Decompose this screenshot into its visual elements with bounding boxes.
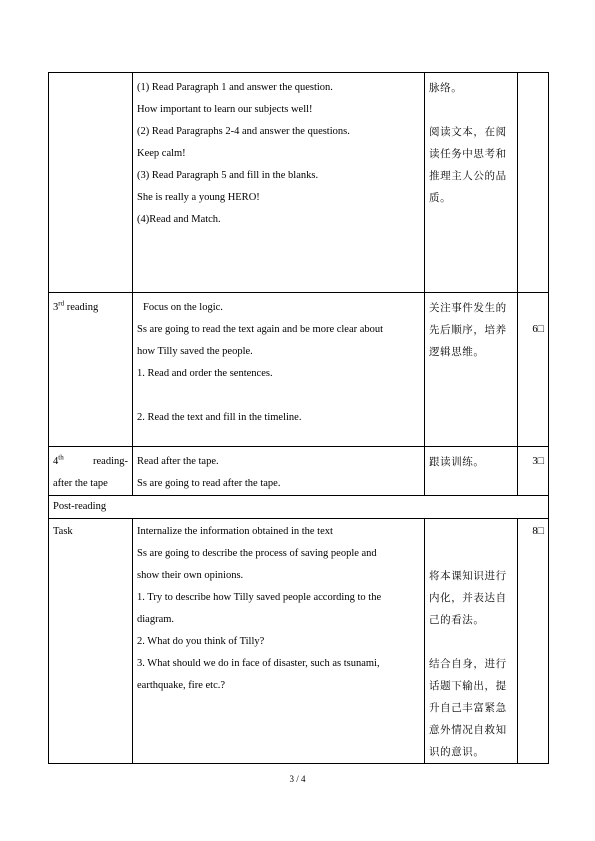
- purpose-line: 意外情况自救知: [429, 724, 507, 736]
- purpose-cell: [425, 519, 518, 764]
- activity-line: Keep calm!: [137, 148, 186, 159]
- purpose-line: 结合自身，进行: [429, 658, 507, 670]
- purpose-line: 将本课知识进行: [429, 570, 507, 582]
- purpose-line: 逻辑思维。: [429, 346, 485, 358]
- step-cell: [49, 73, 133, 293]
- time-cell: [518, 519, 549, 764]
- purpose-line: 先后顺序，培养: [429, 324, 507, 336]
- activity-line: Ss are going to read the text again and be more clear about: [137, 324, 384, 335]
- activity-line: (4)Read and Match.: [137, 214, 221, 225]
- step-cell: [49, 519, 133, 764]
- purpose-line: 升自己丰富紧急: [429, 702, 507, 714]
- page-number: 3 / 4: [289, 774, 306, 784]
- activity-line: earthquake, fire etc.?: [137, 680, 226, 691]
- time-cell: [518, 73, 549, 293]
- time-value: 3□: [532, 456, 544, 467]
- activity-line: 2. Read the text and fill in the timeline.: [137, 412, 302, 423]
- table-row: [49, 447, 549, 496]
- lesson-plan-table: [48, 72, 549, 764]
- table-row: [49, 293, 549, 447]
- time-value: 8□: [532, 526, 544, 537]
- purpose-line: 读任务中思考和: [429, 148, 507, 160]
- time-cell: [518, 293, 549, 447]
- activity-line: (1) Read Paragraph 1 and answer the question.: [137, 82, 333, 93]
- activity-line: 1. Read and order the sentences.: [137, 368, 273, 379]
- purpose-cell: [425, 447, 518, 496]
- activity-cell: [133, 73, 425, 293]
- purpose-line: 阅读文本，在阅: [429, 126, 507, 138]
- section-label: Post-reading: [53, 501, 107, 512]
- step-label: Task: [53, 526, 73, 537]
- purpose-line: 跟读训练。: [429, 456, 485, 468]
- step-label: 4th reading-: [53, 453, 128, 467]
- activity-line: Ss are going to read after the tape.: [137, 478, 281, 489]
- purpose-line: 识的意识。: [429, 746, 485, 758]
- purpose-line: 己的看法。: [429, 614, 485, 626]
- activity-line: show their own opinions.: [137, 570, 244, 581]
- activity-line: Focus on the logic.: [143, 302, 223, 313]
- step-cell: [49, 293, 133, 447]
- activity-line: (2) Read Paragraphs 2-4 and answer the questions.: [137, 126, 350, 137]
- section-row: [49, 496, 549, 519]
- activity-cell: [133, 293, 425, 447]
- time-value: 6□: [532, 324, 544, 335]
- section-cell: [49, 496, 549, 519]
- activity-line: diagram.: [137, 614, 175, 625]
- activity-cell: [133, 447, 425, 496]
- activity-line: 1. Try to describe how Tilly saved people according to the: [137, 592, 382, 603]
- activity-line: how Tilly saved the people.: [137, 346, 253, 357]
- activity-line: 2. What do you think of Tilly?: [137, 636, 265, 647]
- step-label: 3rd reading: [53, 299, 99, 313]
- purpose-line: 关注事件发生的: [429, 302, 507, 314]
- activity-line: Internalize the information obtained in the text: [137, 526, 333, 537]
- table-row: [49, 519, 549, 764]
- purpose-cell: [425, 293, 518, 447]
- activity-line: She is really a young HERO!: [137, 192, 260, 203]
- purpose-cell: [425, 73, 518, 293]
- activity-line: 3. What should we do in face of disaster, such as tsunami,: [137, 658, 380, 669]
- activity-line: How important to learn our subjects well!: [137, 104, 313, 115]
- time-cell: [518, 447, 549, 496]
- purpose-line: 质。: [429, 192, 452, 204]
- step-label-line2: after the tape: [53, 478, 108, 489]
- purpose-line: 内化，并表达自: [429, 592, 507, 604]
- purpose-line: 推理主人公的品: [429, 170, 507, 182]
- activity-cell: [133, 519, 425, 764]
- table-row: [49, 73, 549, 293]
- activity-line: Ss are going to describe the process of saving people and: [137, 548, 377, 559]
- purpose-line: 脉络。: [429, 82, 463, 94]
- activity-line: (3) Read Paragraph 5 and fill in the blanks.: [137, 170, 319, 181]
- step-cell: [49, 447, 133, 496]
- purpose-line: 话题下输出，提: [429, 680, 507, 692]
- activity-line: Read after the tape.: [137, 456, 219, 467]
